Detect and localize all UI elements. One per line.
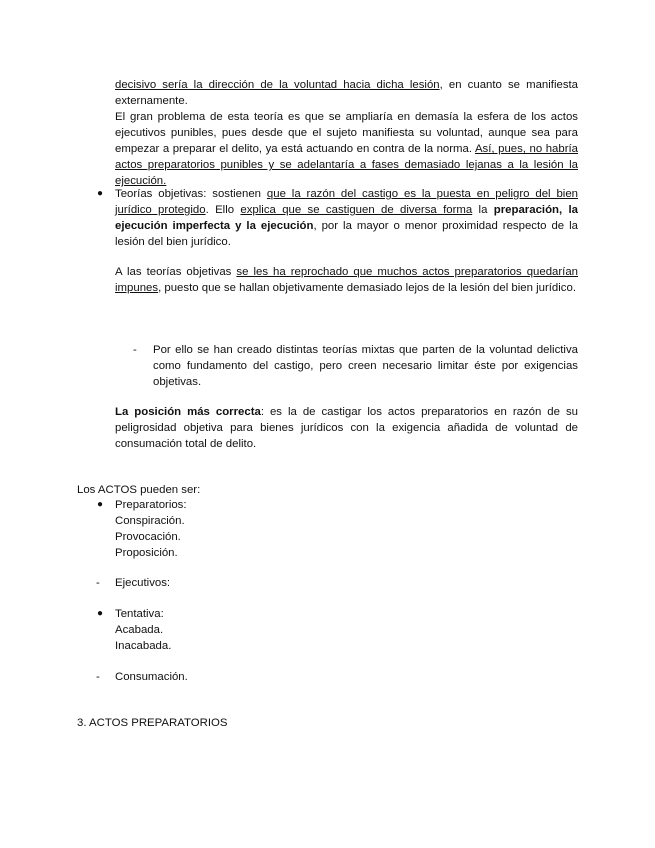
dash-marker: -: [133, 344, 137, 356]
objective-text: , por la mayor o menor proximidad respecto de la lesión del bien jurídico.: [115, 220, 578, 248]
dash-marker: -: [96, 577, 100, 589]
intro-paragraph: [115, 77, 578, 189]
problem-text: El gran problema de esta teoría es que se ampliaría en demasía la esfera de los actos ejecutivos punibles, pues desde que el sujeto manifiesta su voluntad, aunque sea para empezar a preparar el delito, ya está actuando en contra de la norma.: [115, 111, 578, 155]
list-item: Provocación.: [115, 531, 181, 543]
intro-line: [115, 77, 578, 109]
preparatorios-list: [115, 497, 187, 561]
list-item: Proposición.: [115, 547, 178, 559]
list-item: Conspiración.: [115, 515, 185, 527]
objective-underlined-text: explica que se castiguen de diversa forma: [240, 204, 473, 216]
list-item: Inacabada.: [115, 640, 172, 652]
intro-rest-text: , en cuanto se manifiesta externamente.: [115, 79, 579, 107]
correct-position-paragraph: [115, 404, 578, 452]
bullet-icon: ●: [97, 499, 104, 510]
actos-heading: Los ACTOS pueden ser:: [77, 484, 201, 496]
reproach-paragraph: [115, 264, 578, 296]
problem-paragraph: [115, 109, 578, 189]
dash-marker: -: [96, 671, 100, 683]
bullet-icon: ●: [97, 188, 104, 199]
mixed-theories-paragraph: [153, 342, 578, 390]
objective-bold-text: preparación, la ejecución imperfecta y la ejecución: [115, 204, 578, 232]
consumacion-label: Consumación.: [115, 671, 188, 683]
objective-text: la: [472, 204, 494, 216]
section-heading: 3. ACTOS PREPARATORIOS: [77, 717, 228, 729]
tentativa-list: [115, 606, 171, 654]
bullet-icon: ●: [97, 608, 104, 619]
reproach-underlined-text: se les ha reprochado que muchos actos preparatorios quedarían impunes: [115, 266, 578, 294]
correct-bold-text: La posición más correcta: [115, 406, 261, 418]
preparatorios-label: Preparatorios:: [115, 499, 187, 511]
objective-underlined-text: que la razón del castigo es la puesta en peligro del bien jurídico protegido: [115, 188, 578, 216]
ejecutivos-label: Ejecutivos:: [115, 577, 171, 589]
objective-text: Teorías objetivas: sostienen: [115, 188, 267, 200]
correct-text: : es la de castigar los actos preparatorios en razón de su peligrosidad objetiva para bienes jurídicos con la exigencia añadida de voluntad de consumación total de delito.: [115, 406, 578, 450]
objective-text: . Ello: [205, 204, 241, 216]
problem-underlined-text: Así, pues, no habría actos preparatorios punibles y se adelantaría a fases demasiado lejanas a la lesión la ejecución.: [115, 143, 578, 187]
objective-theories-paragraph: [115, 186, 578, 250]
reproach-text: A las teorías objetivas: [115, 266, 237, 278]
mixed-text: Por ello se han creado distintas teorías mixtas que parten de la voluntad delictiva como fundamento del castigo, pero creen necesario limitar éste por exigencias objetivas.: [153, 344, 578, 388]
intro-underlined-text: decisivo sería la dirección de la voluntad hacia dicha lesión: [115, 79, 440, 91]
reproach-text: , puesto que se hallan objetivamente demasiado lejos de la lesión del bien jurídico.: [158, 282, 576, 294]
list-item: Acabada.: [115, 624, 164, 636]
tentativa-label: Tentativa:: [115, 608, 164, 620]
